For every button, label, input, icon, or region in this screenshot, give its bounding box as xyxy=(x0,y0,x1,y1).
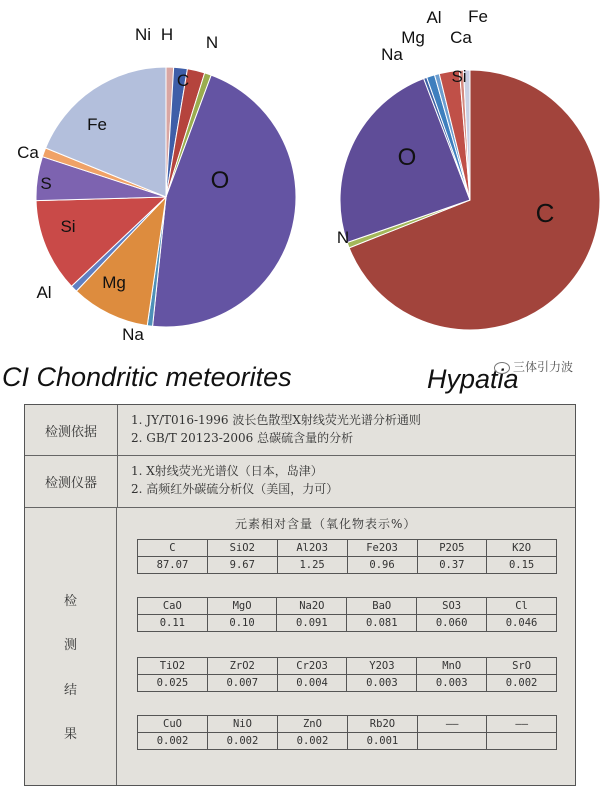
basis-lines xyxy=(131,411,421,447)
element-value: 0.002 xyxy=(138,733,208,750)
composition-table xyxy=(137,657,557,692)
element-header: MgO xyxy=(207,598,277,615)
basis-label: 检测依据 xyxy=(25,405,118,455)
element-header: Cl xyxy=(487,598,557,615)
composition-table xyxy=(137,597,557,632)
pie-label-o: O xyxy=(397,144,417,171)
element-value: 0.091 xyxy=(277,615,347,632)
element-value: 0.002 xyxy=(487,675,557,692)
element-header: SrO xyxy=(487,658,557,675)
pie-label-si: Si xyxy=(60,217,76,236)
pie-label-al: Al xyxy=(426,8,442,27)
pie-label-n: N xyxy=(336,228,350,247)
instrument-line: 2. 高频红外碳硫分析仪（美国，力可） xyxy=(131,482,339,496)
element-header: —— xyxy=(487,716,557,733)
pie-label-si: Si xyxy=(451,67,467,86)
element-header: ZnO xyxy=(277,716,347,733)
pie-label-ca: Ca xyxy=(450,28,472,47)
element-header: SiO2 xyxy=(207,540,277,557)
result-label-char: 检 xyxy=(63,593,77,609)
test-report xyxy=(24,404,576,786)
element-value: 0.001 xyxy=(347,733,417,750)
result-label-char: 结 xyxy=(63,682,77,698)
element-header: P2O5 xyxy=(417,540,487,557)
result-row xyxy=(25,507,575,785)
result-label xyxy=(25,507,117,785)
pie-label-fe: Fe xyxy=(87,115,107,134)
element-value: 0.10 xyxy=(207,615,277,632)
element-header: —— xyxy=(417,716,487,733)
composition-table xyxy=(137,539,557,574)
element-value: 0.004 xyxy=(277,675,347,692)
element-value: 0.003 xyxy=(347,675,417,692)
element-header: BaO xyxy=(347,598,417,615)
pie-label-c: C xyxy=(176,71,190,90)
element-value: 0.060 xyxy=(417,615,487,632)
element-header: C xyxy=(138,540,208,557)
element-header: Na2O xyxy=(277,598,347,615)
pie-label-ni: Ni xyxy=(134,25,152,44)
element-header: Y2O3 xyxy=(347,658,417,675)
instrument-lines xyxy=(131,462,338,498)
element-header: Fe2O3 xyxy=(347,540,417,557)
pie-label-n: N xyxy=(205,33,219,52)
element-header: Rb2O xyxy=(347,716,417,733)
pie-label-c: C xyxy=(535,198,555,228)
element-value: 0.081 xyxy=(347,615,417,632)
pie-label-s: S xyxy=(40,174,52,193)
pie-label-h: H xyxy=(160,25,174,44)
element-value: 1.25 xyxy=(277,557,347,574)
element-value: 0.025 xyxy=(138,675,208,692)
element-header: TiO2 xyxy=(138,658,208,675)
element-value: 0.046 xyxy=(487,615,557,632)
pie-label-ca: Ca xyxy=(17,143,39,162)
element-value: 9.67 xyxy=(207,557,277,574)
pie-label-na: Na xyxy=(122,325,144,344)
element-value: 0.37 xyxy=(417,557,487,574)
result-label-char: 测 xyxy=(63,638,77,654)
instrument-row xyxy=(25,455,575,508)
instrument-line: 1. X射线荧光光谱仪（日本，岛津） xyxy=(131,464,323,478)
pie-label-mg: Mg xyxy=(102,273,126,292)
element-header: NiO xyxy=(207,716,277,733)
basis-line: 1. JY/T016-1996 波长色散型X射线荧光光谱分析通则 xyxy=(131,413,421,427)
pie-label-al: Al xyxy=(36,283,52,302)
watermark xyxy=(494,358,573,375)
element-header: Cr2O3 xyxy=(277,658,347,675)
element-value: 0.96 xyxy=(347,557,417,574)
pie-label-fe: Fe xyxy=(468,7,488,26)
basis-row xyxy=(25,405,575,456)
element-value xyxy=(487,733,557,750)
element-header: SO3 xyxy=(417,598,487,615)
element-value: 0.003 xyxy=(417,675,487,692)
element-header: CaO xyxy=(138,598,208,615)
element-header: MnO xyxy=(417,658,487,675)
instrument-label: 检测仪器 xyxy=(25,455,118,507)
element-header: ZrO2 xyxy=(207,658,277,675)
table-title: 元素相对含量（氧化物表示%） xyxy=(235,517,417,531)
result-label-char: 果 xyxy=(63,727,77,743)
basis-line: 2. GB/T 20123-2006 总碳硫含量的分析 xyxy=(131,431,354,445)
pie-label-mg: Mg xyxy=(401,28,425,47)
hypatia-caption: Hypatia xyxy=(427,364,519,394)
element-value: 87.07 xyxy=(138,557,208,574)
watermark-text: 三体引力波 xyxy=(513,360,574,374)
element-value: 0.15 xyxy=(487,557,557,574)
element-value: 0.002 xyxy=(277,733,347,750)
wechat-icon xyxy=(494,362,510,374)
element-value: 0.002 xyxy=(207,733,277,750)
element-header: Al2O3 xyxy=(277,540,347,557)
pie-label-o: O xyxy=(210,167,230,194)
element-value: 0.007 xyxy=(207,675,277,692)
element-value: 0.11 xyxy=(138,615,208,632)
pie-label-na: Na xyxy=(381,45,403,64)
composition-table xyxy=(137,715,557,750)
chondrite-caption: CI Chondritic meteorites xyxy=(2,362,292,392)
element-header: K2O xyxy=(487,540,557,557)
element-value xyxy=(417,733,487,750)
element-header: CuO xyxy=(138,716,208,733)
